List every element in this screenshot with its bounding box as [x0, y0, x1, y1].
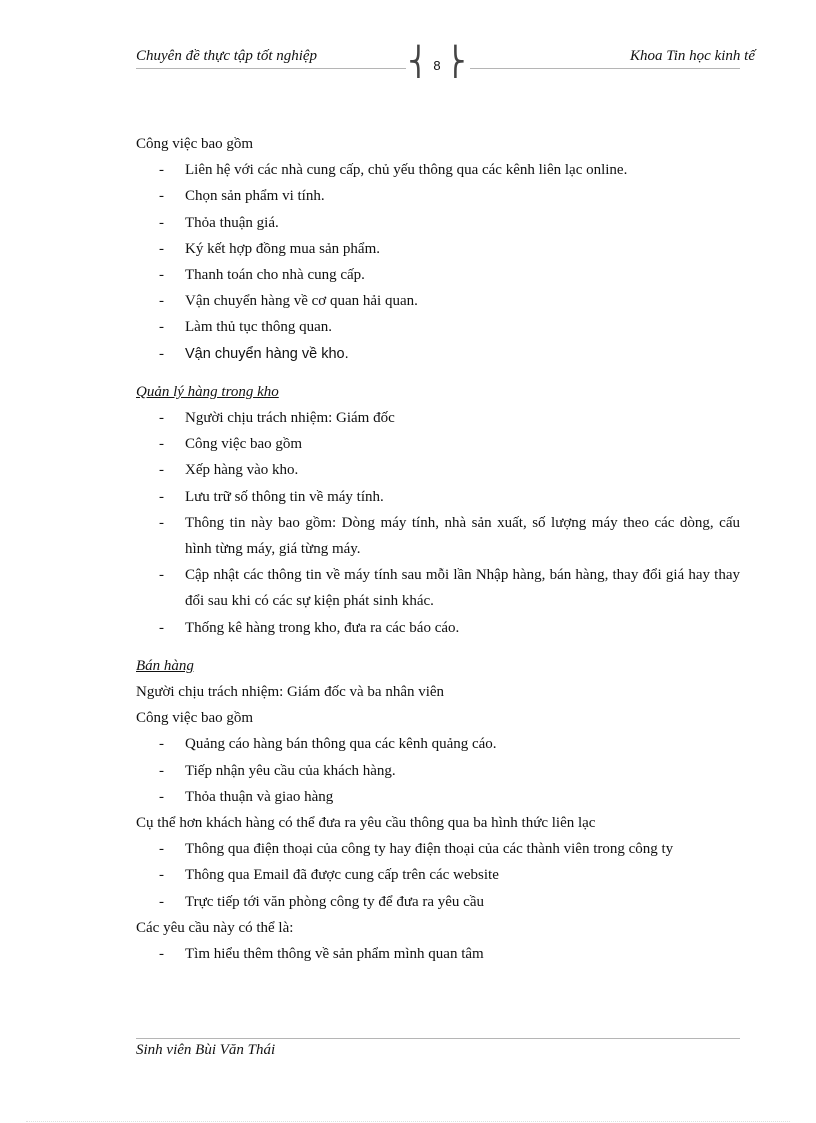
sales-heading: Bán hàng: [136, 657, 194, 674]
dash-bullet: -: [159, 788, 164, 805]
dash-bullet: -: [159, 319, 164, 336]
dash-bullet: -: [159, 841, 164, 858]
request-intro: Các yêu cầu này có thể là:: [136, 919, 294, 936]
list-item: - Công việc bao gồm: [136, 431, 740, 457]
dash-bullet: -: [159, 762, 164, 779]
list-item: - Lưu trữ số thông tin về máy tính.: [136, 484, 740, 510]
list-item: - Xếp hàng vào kho.: [136, 457, 740, 483]
contact-method-list: [136, 836, 740, 915]
dash-bullet: -: [159, 462, 164, 479]
dash-bullet: -: [159, 867, 164, 884]
dash-bullet: -: [159, 162, 164, 179]
list-item: - Chọn sản phẩm vi tính.: [136, 183, 740, 209]
list-item: - Thông tin này bao gồm: Dòng máy tính, nhà sản xuất, số lượng máy theo các dòng, cấu hình từng máy, giá từng máy.: [136, 510, 740, 562]
footer-student-name: Sinh viên Bùi Văn Thái: [136, 1042, 276, 1058]
header-rule-left: [136, 68, 406, 69]
list-item: - Làm thủ tục thông quan.: [136, 314, 740, 340]
list-item: - Thông qua Email đã được cung cấp trên các website: [136, 862, 740, 888]
dash-bullet: -: [159, 567, 164, 584]
contact-intro: Cụ thể hơn khách hàng có thể đưa ra yêu cầu thông qua ba hình thức liên lạc: [136, 815, 596, 832]
dash-bullet: -: [159, 188, 164, 205]
list-item: - Tìm hiểu thêm thông về sản phẩm mình quan tâm: [136, 941, 740, 967]
list-item: - Thanh toán cho nhà cung cấp.: [136, 262, 740, 288]
dash-bullet: -: [159, 214, 164, 231]
list-item: - Trực tiếp tới văn phòng công ty để đưa ra yêu cầu: [136, 889, 740, 915]
footer-rule: [136, 1038, 740, 1039]
dash-bullet: -: [159, 436, 164, 453]
import-task-list: [136, 157, 740, 367]
dash-bullet: -: [159, 736, 164, 753]
sales-responsible: Người chịu trách nhiệm: Giám đốc và ba nhân viên: [136, 684, 445, 701]
dash-bullet: -: [159, 946, 164, 963]
left-brace-icon: ⎨: [408, 45, 429, 78]
header-rule-right: [470, 68, 740, 69]
warehouse-heading: Quản lý hàng trong kho: [136, 383, 279, 400]
header-right-title: Khoa Tin học kinh tế: [630, 48, 755, 64]
dash-bullet: -: [159, 619, 164, 636]
header-left-title: Chuyên đề thực tập tốt nghiệp: [136, 48, 318, 64]
list-item: - Tiếp nhận yêu cầu của khách hàng.: [136, 758, 740, 784]
request-list: [136, 941, 740, 967]
sales-task-list: [136, 731, 740, 810]
import-intro: Công việc bao gồm: [136, 136, 254, 152]
dash-bullet: -: [159, 293, 164, 310]
page-bottom-edge: [26, 1121, 790, 1122]
page-body: [136, 131, 740, 967]
page-number-box: [408, 45, 466, 82]
page-number: 8: [433, 58, 441, 73]
list-item: - Thỏa thuận giá.: [136, 210, 740, 236]
list-item: - Vận chuyển hàng về kho.: [136, 341, 740, 367]
dash-bullet: -: [159, 514, 164, 531]
dash-bullet: -: [159, 488, 164, 505]
list-item: - Thống kê hàng trong kho, đưa ra các báo cáo.: [136, 615, 740, 641]
dash-bullet: -: [159, 345, 164, 362]
warehouse-task-list: [136, 405, 740, 641]
list-item: - Vận chuyển hàng về cơ quan hải quan.: [136, 288, 740, 314]
dash-bullet: -: [159, 267, 164, 284]
right-brace-icon: ⎬: [445, 45, 466, 78]
dash-bullet: -: [159, 893, 164, 910]
list-item: - Cập nhật các thông tin về máy tính sau mỗi lần Nhập hàng, bán hàng, thay đổi giá hay thay đổi sau khi có các sự kiện phát sinh khác.: [136, 562, 740, 614]
list-item: - Ký kết hợp đồng mua sản phẩm.: [136, 236, 740, 262]
list-item: - Người chịu trách nhiệm: Giám đốc: [136, 405, 740, 431]
sales-intro: Công việc bao gồm: [136, 710, 254, 727]
list-item: - Thông qua điện thoại của công ty hay điện thoại của các thành viên trong công ty: [136, 836, 740, 862]
list-item: - Quảng cáo hàng bán thông qua các kênh quảng cáo.: [136, 731, 740, 757]
list-item: - Liên hệ với các nhà cung cấp, chủ yếu thông qua các kênh liên lạc online.: [136, 157, 740, 183]
dash-bullet: -: [159, 240, 164, 257]
list-item: - Thỏa thuận và giao hàng: [136, 784, 740, 810]
dash-bullet: -: [159, 410, 164, 427]
